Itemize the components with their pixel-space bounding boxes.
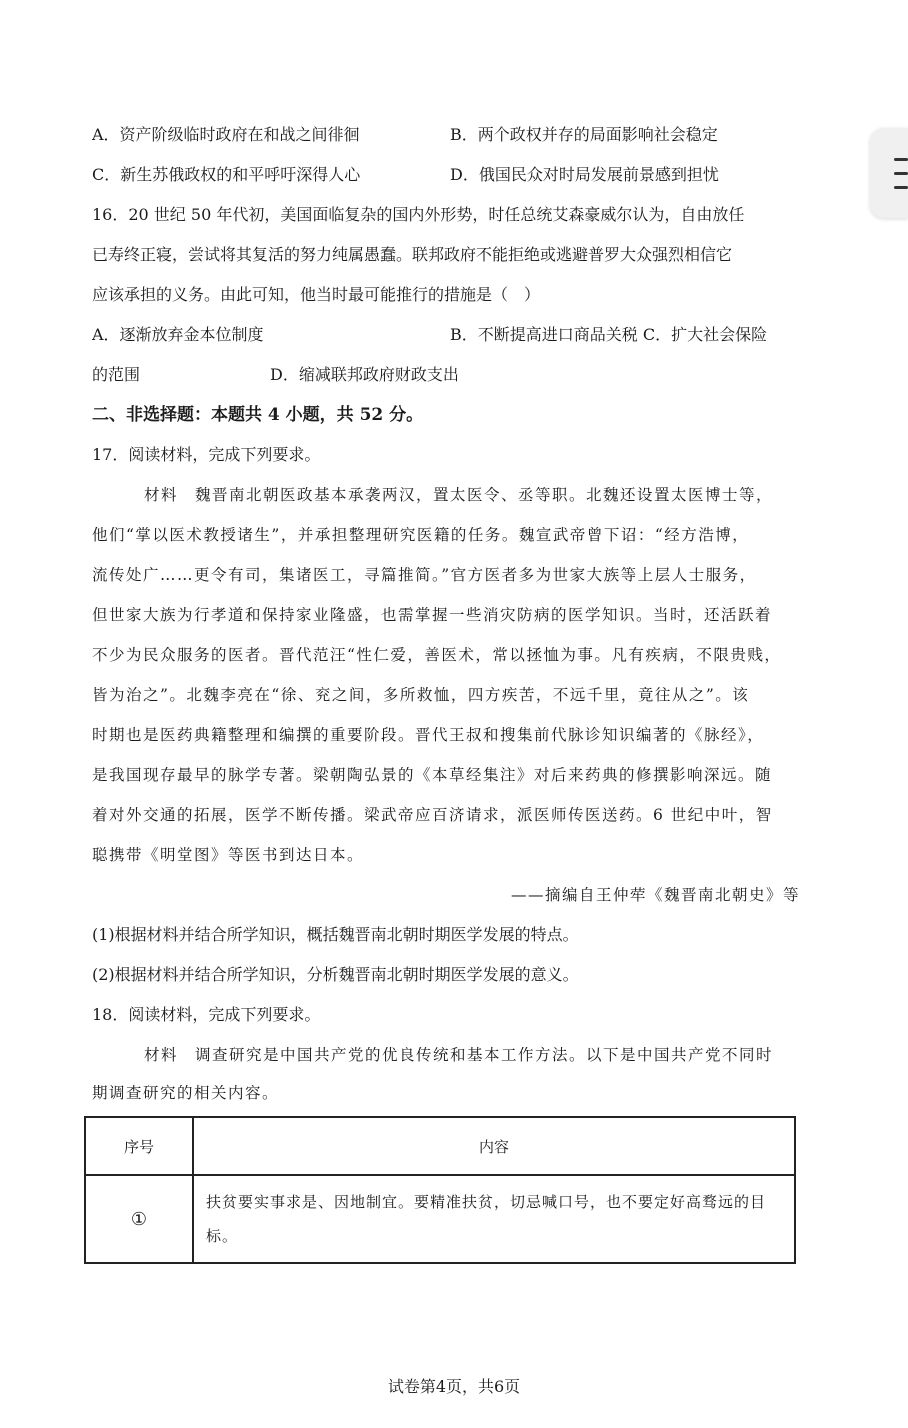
q16-option-d: D．缩减联邦政府财政支出 — [270, 365, 459, 384]
q16-stem-line: 16．20 世纪 50 年代初，美国面临复杂的国内外形势，时任总统艾森豪威尔认为，自由放任 — [92, 205, 745, 224]
q17-material-line: 着对外交通的拓展，医学不断传播。梁武帝应百济请求，派医师传医送药。6 世纪中叶，智 — [92, 806, 773, 824]
section-heading: 二、非选择题：本题共 4 小题，共 52 分。 — [92, 405, 424, 425]
q17-intro: 17．阅读材料，完成下列要求。 — [92, 445, 321, 464]
q17-material-line: 时期也是医药典籍整理和编撰的重要阶段。晋代王叔和搜集前代脉诊知识编著的《脉经》， — [92, 726, 765, 744]
table-row-no: ① — [85, 1175, 193, 1263]
q15-option-c: C．新生苏俄政权的和平呼吁深得人心 — [92, 165, 361, 184]
q17-material-line: 皆为治之”。北魏李亮在“徐、兖之间，多所救恤，四方疾苦，不远千里，竟往从之”。该 — [92, 686, 750, 704]
page-footer: 试卷第4页，共6页 — [387, 1377, 521, 1396]
q18-table — [84, 1116, 796, 1264]
q18-intro: 18．阅读材料，完成下列要求。 — [92, 1005, 321, 1024]
q18-material-line: 材料 调查研究是中国共产党的优良传统和基本工作方法。以下是中国共产党不同时 — [144, 1046, 774, 1064]
q17-source: ——摘编自王仲荦《魏晋南北朝史》等 — [510, 886, 800, 904]
q17-material-line: 但世家大族为行孝道和保持家业隆盛，也需掌握一些消灾防病的医学知识。当时，还活跃着 — [92, 606, 773, 624]
q17-material-line: 不少为民众服务的医者。晋代范汪“性仁爱，善医术，常以拯恤为事。凡有疾病，不限贵贱， — [92, 646, 782, 664]
table-header-content: 内容 — [193, 1117, 795, 1175]
q16-stem-line: 应该承担的义务。由此可知，他当时最可能推行的措施是（ ） — [92, 285, 541, 304]
table-row-content: 扶贫要实事求是、因地制宜。要精准扶贫，切忌喊口号，也不要定好高骛远的目标。 — [193, 1175, 795, 1263]
q16-option-c-cont: 的范围 — [92, 365, 141, 384]
q17-material-line: 他们“掌以医术教授诸生”，并承担整理研究医籍的任务。魏宣武帝曾下诏：“经方浩博， — [92, 526, 750, 544]
q17-material-line: 聪携带《明堂图》等医书到达日本。 — [92, 846, 365, 864]
q15-option-d: D．俄国民众对时局发展前景感到担忧 — [450, 165, 719, 184]
q16-option-bc: B．不断提高进口商品关税 C．扩大社会保险 — [450, 325, 768, 344]
q15-option-a: A．资产阶级临时政府在和战之间徘徊 — [92, 125, 360, 144]
table-header-no: 序号 — [85, 1117, 193, 1175]
q15-option-b: B．两个政权并存的局面影响社会稳定 — [450, 125, 718, 144]
q17-material-line: 是我国现存最早的脉学专著。梁朝陶弘景的《本草经集注》对后来药典的修撰影响深远。随 — [92, 766, 773, 784]
menu-icon[interactable] — [870, 128, 908, 218]
q16-option-a: A．逐渐放弃金本位制度 — [92, 325, 264, 344]
q17-material-line: 流传处广……更令有司，集诸医工，寻篇推简。”官方医者多为世家大族等上层人士服务， — [92, 566, 757, 584]
q17-requirement-2: (2)根据材料并结合所学知识，分析魏晋南北朝时期医学发展的意义。 — [92, 965, 579, 984]
q16-stem-line: 已寿终正寝，尝试将其复活的努力纯属愚蠢。联邦政府不能拒绝或逃避普罗大众强烈相信它 — [92, 245, 733, 264]
q17-material-line: 材料 魏晋南北朝医政基本承袭两汉，置太医令、丞等职。北魏还设置太医博士等， — [144, 486, 774, 504]
q18-material-line: 期调查研究的相关内容。 — [92, 1084, 280, 1102]
q17-requirement-1: (1)根据材料并结合所学知识，概括魏晋南北朝时期医学发展的特点。 — [92, 925, 579, 944]
